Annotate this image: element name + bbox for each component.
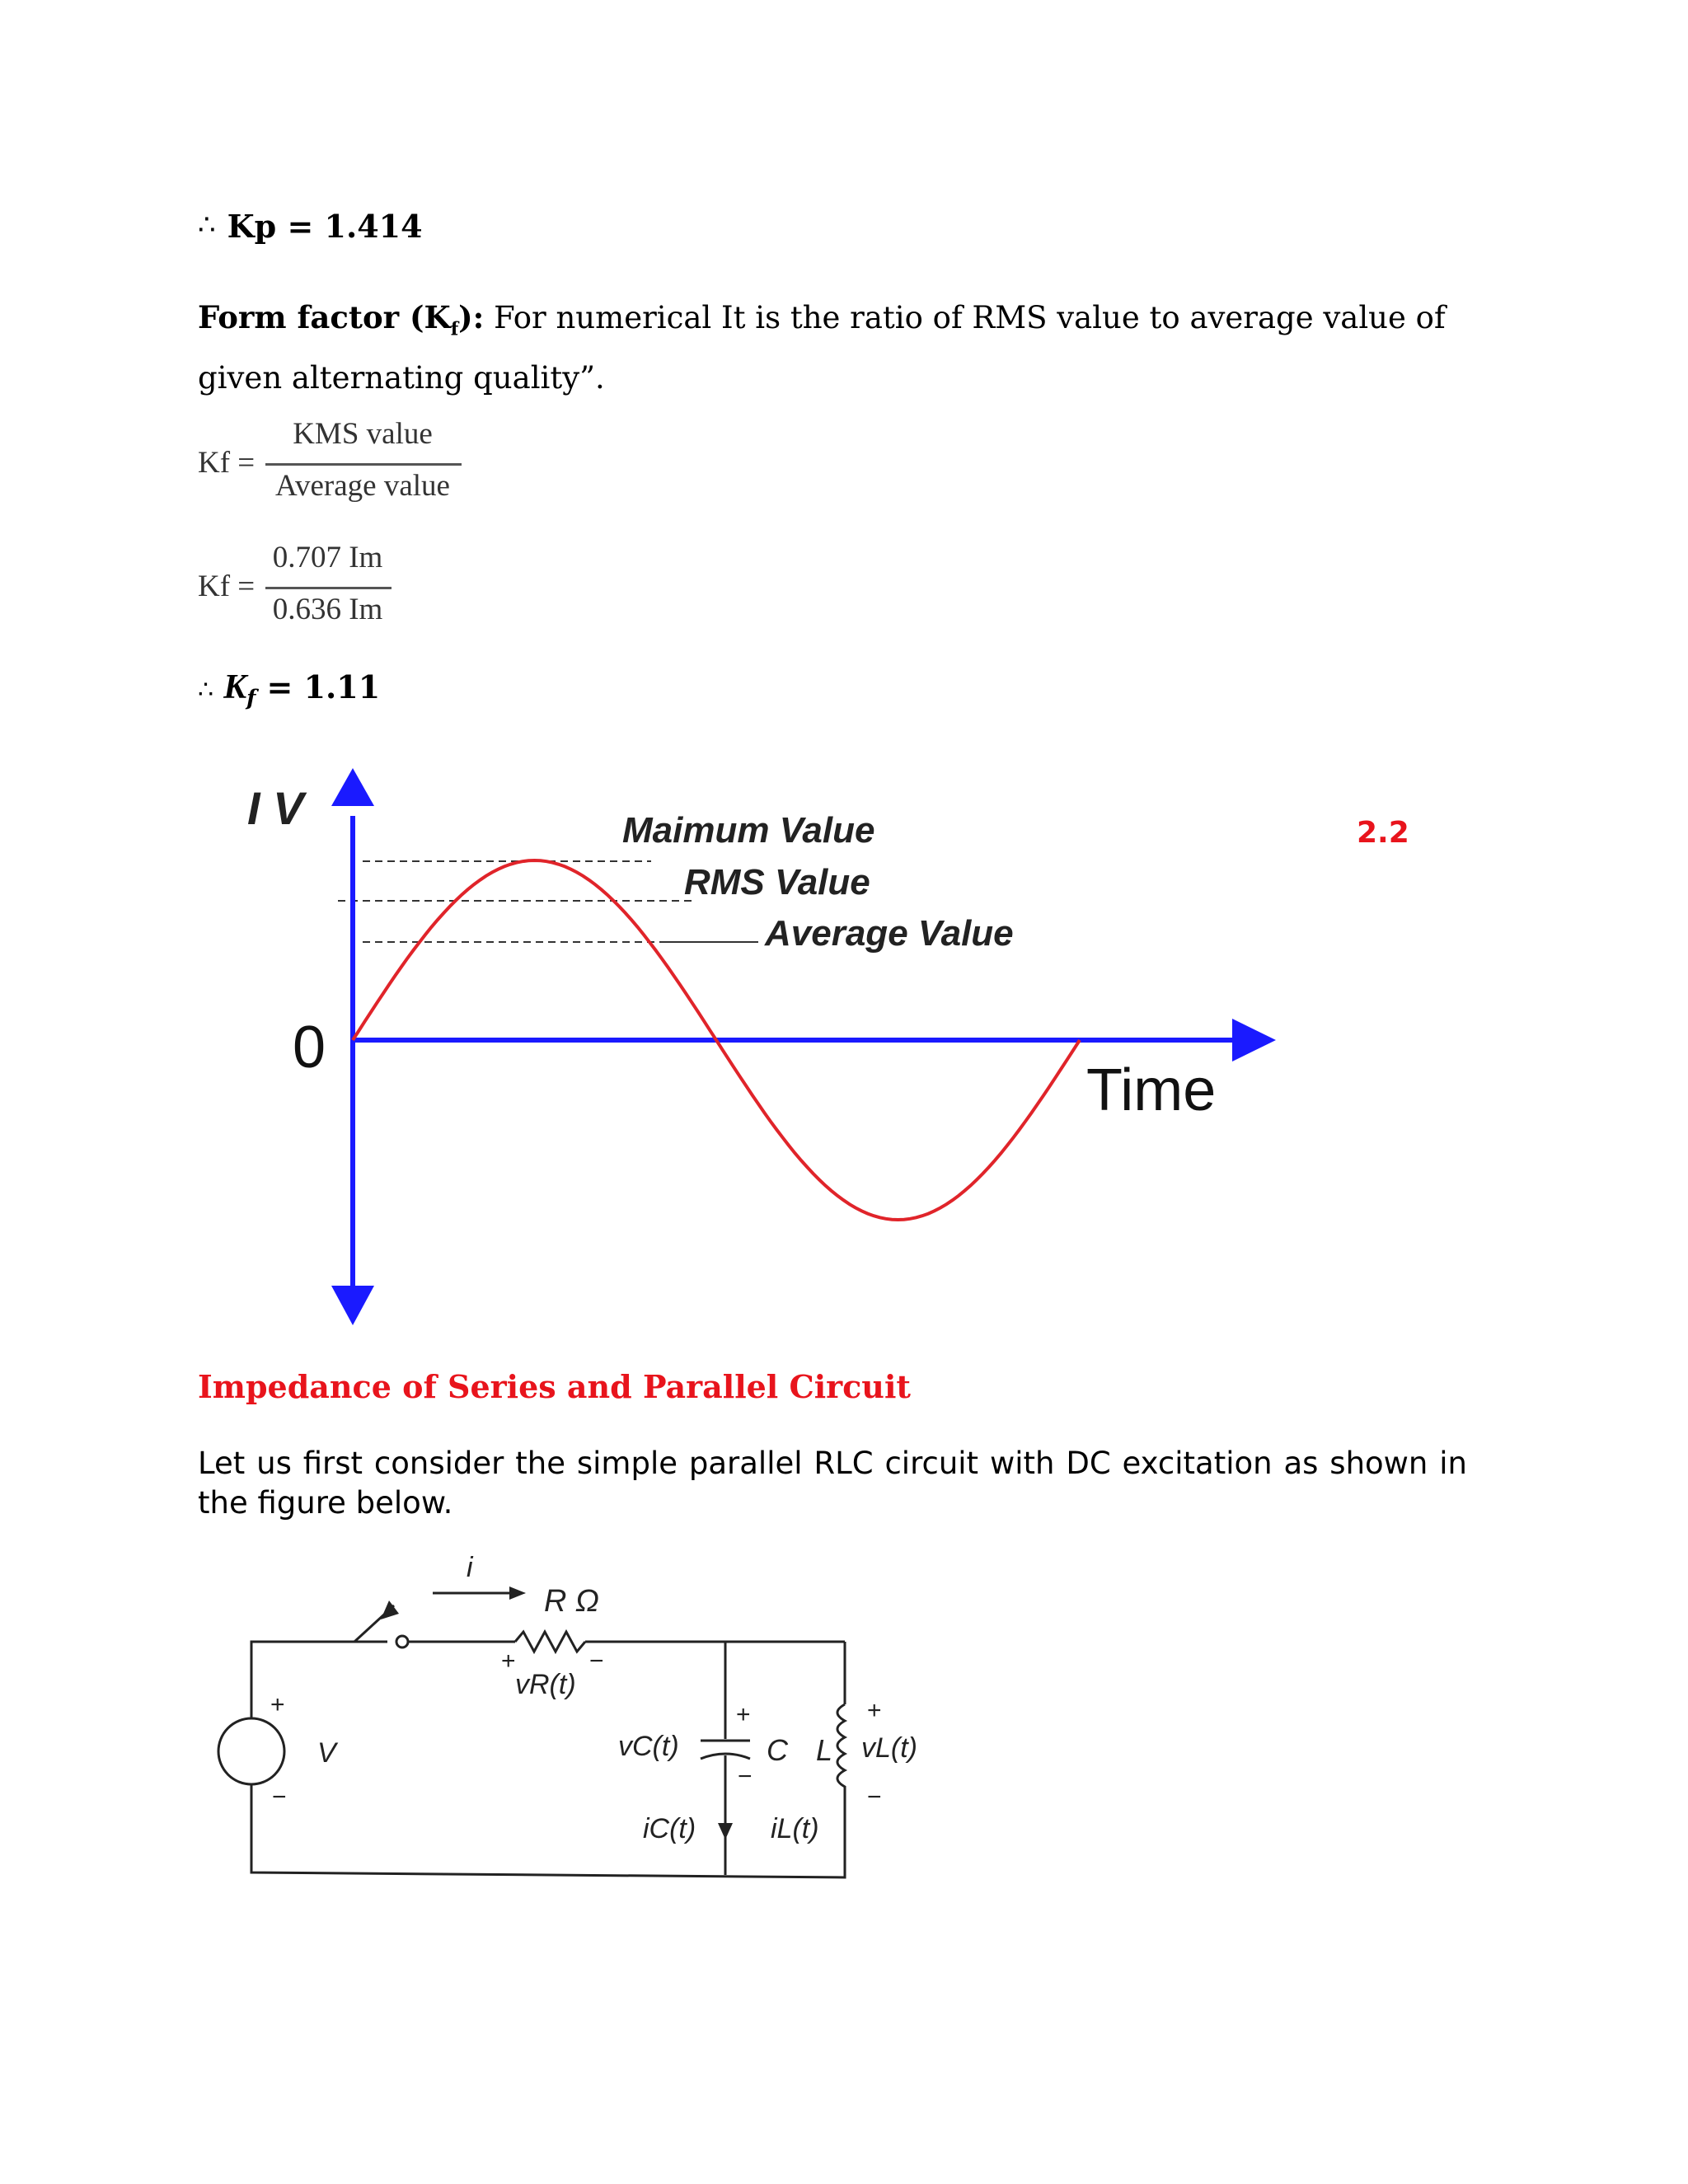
kf-eq2-numerator: 0.707 Im xyxy=(272,541,383,574)
vc-label: vC(t) xyxy=(618,1731,679,1762)
section-heading: Impedance of Series and Parallel Circuit xyxy=(198,1368,911,1405)
vl-minus-sign: − xyxy=(867,1783,882,1811)
kf-eq1-lhs: Kf = xyxy=(198,446,256,480)
kf-eq1-numerator: KMS value xyxy=(293,417,433,451)
y-axis-label: I V xyxy=(247,782,304,834)
l-label: L xyxy=(816,1733,833,1767)
current-label: i xyxy=(467,1552,473,1583)
vc-minus-sign: − xyxy=(738,1763,753,1790)
current-arrow-icon xyxy=(509,1586,526,1600)
kf-eq1-denominator: Average value xyxy=(275,469,450,503)
ic-label: iC(t) xyxy=(643,1813,696,1844)
origin-label: 0 xyxy=(293,1015,326,1080)
average-value-label: Average Value xyxy=(765,913,1014,954)
form-factor-term-end: ): xyxy=(458,299,485,335)
vl-plus-sign: + xyxy=(867,1697,882,1724)
form-factor-term-text: Form factor (K xyxy=(198,299,451,335)
kf-symbol: K xyxy=(223,668,247,706)
source-label: V xyxy=(317,1737,336,1769)
source-plus-sign: + xyxy=(270,1691,285,1718)
intro-paragraph: Let us first consider the simple parallel RLC circuit with DC excitation as shown in the figure below. xyxy=(198,1446,1467,1521)
il-label: iL(t) xyxy=(771,1813,819,1844)
vr-label: vR(t) xyxy=(515,1669,576,1700)
switch-contact xyxy=(396,1636,408,1647)
vc-plus-sign: + xyxy=(736,1701,751,1728)
therefore-symbol: ∴ xyxy=(198,676,214,705)
c-label: C xyxy=(767,1733,788,1767)
inductor-icon xyxy=(837,1704,845,1838)
vr-plus-sign: + xyxy=(501,1647,516,1675)
vr-minus-sign: − xyxy=(589,1647,604,1675)
ic-arrow-icon xyxy=(718,1823,733,1840)
resistor-label: R Ω xyxy=(544,1584,599,1619)
source-minus-sign: − xyxy=(272,1783,287,1811)
kf-eq2-lhs: Kf = xyxy=(198,569,256,603)
time-axis-label: Time xyxy=(1086,1057,1217,1123)
maximum-value-label: Maimum Value xyxy=(622,810,875,851)
figure-number: 2.2 xyxy=(1357,816,1409,850)
voltage-source-icon xyxy=(218,1718,284,1784)
form-factor-definition: For numerical It is the ratio of RMS value to average value of given alternating quality”. xyxy=(198,300,1446,396)
kf-eq2-denominator: 0.636 Im xyxy=(272,593,383,626)
form-factor-sub: f xyxy=(450,318,459,340)
kf-value: = 1.11 xyxy=(256,668,381,705)
resistor-icon xyxy=(515,1632,585,1652)
therefore-symbol: ∴ xyxy=(198,209,216,241)
bottom-wire xyxy=(251,1784,845,1877)
vl-label: vL(t) xyxy=(861,1732,917,1764)
rms-value-label: RMS Value xyxy=(684,862,870,902)
switch-arrow-icon xyxy=(381,1601,399,1619)
kf-sub: f xyxy=(246,686,256,711)
kp-text: Kp = 1.414 xyxy=(227,208,423,245)
